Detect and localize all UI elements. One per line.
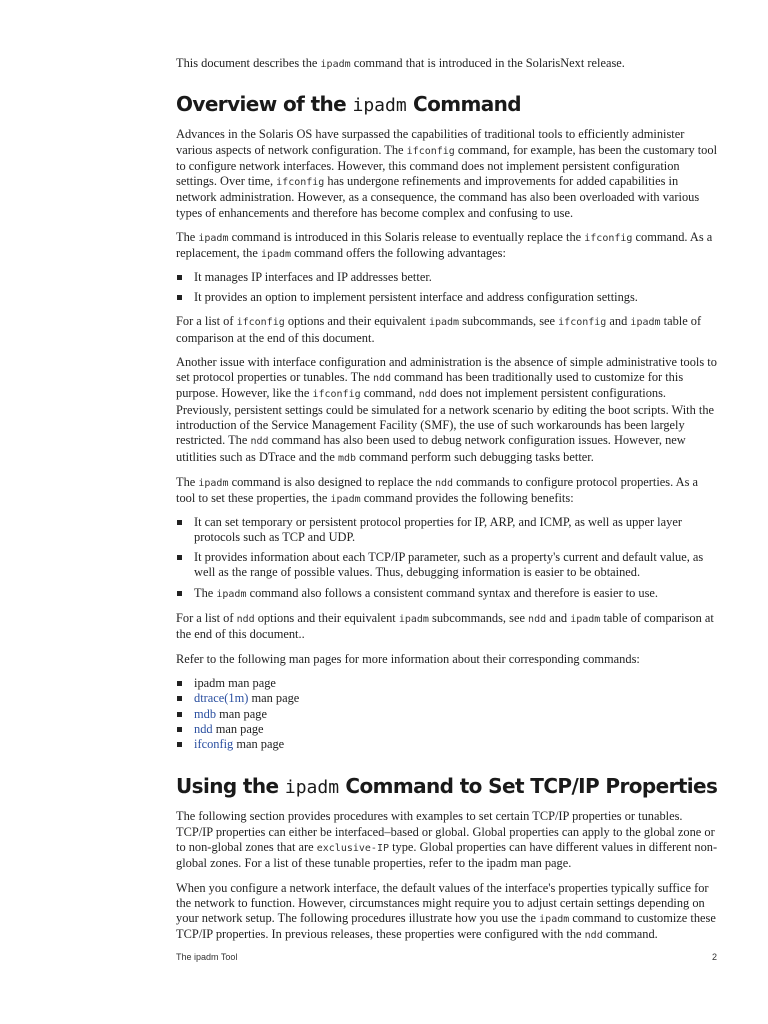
list-item: It manages IP interfaces and IP addresses better. [176,270,720,285]
list-item: The ipadm command also follows a consistent command syntax and therefore is easier to use. [176,586,720,602]
inline-code: ifconfig [406,145,455,157]
list-item: ndd man page [176,722,720,737]
inline-code: ipadm [570,614,601,626]
link-ndd[interactable]: ndd [194,721,213,736]
inline-code: ipadm [398,614,429,626]
manpage-list [176,676,720,752]
overview-paragraph-5: The ipadm command is also designed to replace the ndd commands to configure protocol properties. As a tool to set these properties, the ipadm command provides the following benefits: [176,474,698,506]
using-paragraph-2: When you configure a network interface, the default values of the interface's properties typically suffice for the network to function. However, circumstances might require you to adjust certain settings depending on your network setup. The following procedures illustrate how you use the ipadm command to customize these TCP/IP properties. In previous releases, these properties were configured with the ndd command. [176,880,716,942]
link-mdb[interactable]: mdb [194,706,217,721]
inline-code: mdb [337,452,357,464]
inline-code: ipadm [260,249,292,261]
inline-code: ipadm [428,317,460,329]
inline-code: ifconfig [236,317,285,329]
page-footer [176,952,717,962]
section-heading-overview: Overview of the ipadm Command [176,92,521,117]
list-item: dtrace(1m) man page [176,691,720,706]
list-item: ifconfig man page [176,737,720,752]
list-item: mdb man page [176,707,720,722]
section-heading-using: Using the ipadm Command to Set TCP/IP Properties [176,774,718,799]
overview-paragraph-6: For a list of ndd options and their equivalent ipadm subcommands, see ndd and ipadm table of comparison at the end of this document.. [176,611,714,642]
footer-title: The ipadm Tool [176,952,238,962]
inline-code: ipadm [320,59,351,70]
document-page [176,56,720,944]
inline-code: ifconfig [558,317,607,329]
link-dtrace[interactable]: dtrace(1m) [194,691,249,706]
benefits-list [176,515,720,602]
inline-code: ipadm [330,494,361,506]
using-paragraph-1: The following section provides procedures with examples to set certain TCP/IP properties or tunables. TCP/IP properties can either be interfaced–based or global. Global properties can apply to the global zone or to non-global zones that are exclusive-IP type. Global properties can have different values in different non-global zones. For a list of these tunable properties, refer to the ipadm man page. [176,809,718,871]
link-ifconfig[interactable]: ifconfig [194,737,234,752]
list-item: It can set temporary or persistent protocol properties for IP, ARP, and ICMP, as well as upper layer protocols such as TCP and UDP. [176,515,720,546]
intro-paragraph: This document describes the ipadm command that is introduced in the SolarisNext release. [176,56,625,70]
overview-paragraph-1: Advances in the Solaris OS have surpassed the capabilities of traditional tools to efficiently administer various aspects of network configuration. The ifconfig command, for example, has been the customary tool to configure network interfaces. However, this command does not implement persistent configuration settings. Over time, ifconfig has undergone refinements and improvements for added capabilities in network administration. However, as a consequence, the command has also been overloaded with various types of enhancements and therefore has become complex and confusing to use. [176,127,718,220]
advantages-list [176,270,720,306]
overview-paragraph-4: Another issue with interface configuration and administration is the absence of simple administrative tools to set protocol properties or tunables. The ndd command has been traditionally used to customize for this purpose. However, like the ifconfig command, ndd does not implement persistent configurations. Previously, persistent settings could be simulated for a network scenario by editing the boot scripts. With the introduction of the Service Management Facility (SMF), the use of such workarounds has been largely restricted. The ndd command has also been used to debug network configuration issues. However, new utitlities such as DTrace and the mdb command perform such debugging tasks better. [176,354,717,464]
inline-code: ipadm [352,95,407,117]
inline-code: ipadm [216,588,247,600]
list-item: It provides an option to implement persistent interface and address configuration settings. [176,290,720,305]
inline-code: ipadm [198,233,229,245]
inline-code: ndd [372,373,391,385]
inline-code: ipadm [630,317,661,329]
inline-code: ndd [528,614,547,626]
inline-code: ipadm [539,914,570,926]
inline-code: exclusive-IP [316,842,389,854]
overview-paragraph-3: For a list of ifconfig options and their equivalent ipadm subcommands, see ifconfig and ipadm table of comparison at the end of this document. [176,314,702,345]
inline-code: ndd [418,389,437,401]
inline-code: ipadm [198,477,229,489]
inline-code: ndd [250,436,269,448]
inline-code: ifconfig [584,233,633,245]
inline-code: ndd [434,477,453,489]
inline-code: ifconfig [312,389,361,401]
page-number: 2 [711,952,717,962]
inline-code: ndd [236,614,255,626]
inline-code: ifconfig [276,177,325,189]
list-item: It provides information about each TCP/IP parameter, such as a property's current and default value, as well as the range of possible values. Thus, debugging information is easier to be obtained. [176,550,720,581]
overview-paragraph-2: The ipadm command is introduced in this Solaris release to eventually replace the ifconfig command. As a replacement, the ipadm command offers the following advantages: [176,230,713,261]
overview-paragraph-7: Refer to the following man pages for more information about their corresponding commands: [176,651,640,666]
inline-code: ndd [584,930,603,942]
manpage-name-ipadm: ipadm [194,675,225,690]
inline-code: ipadm [284,777,340,799]
list-item: ipadm man page [176,676,720,691]
